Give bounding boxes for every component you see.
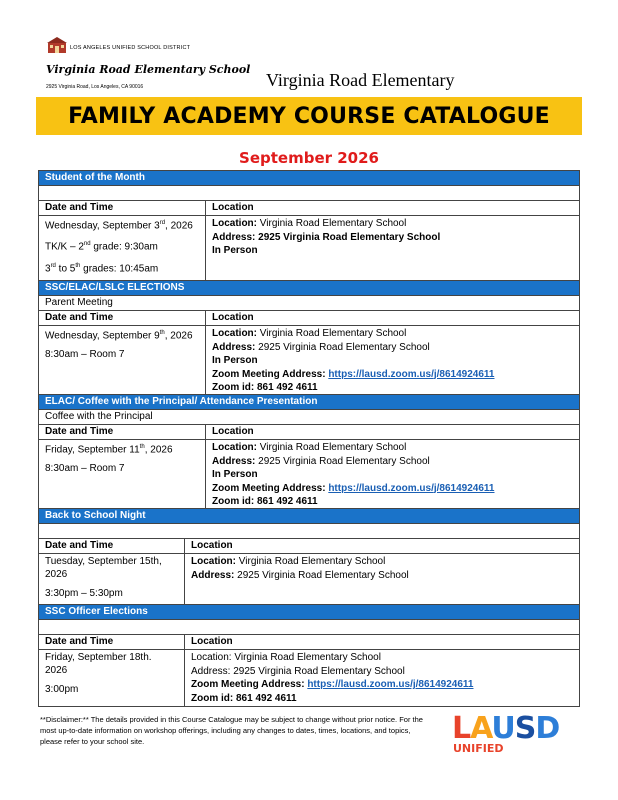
- date-time-header: Date and Time: [39, 425, 206, 439]
- address-label: Address:: [191, 665, 231, 677]
- zoom-id-value: 861 492 4611: [257, 496, 318, 507]
- location-label: Location:: [191, 556, 236, 567]
- address-value: 2925 Virginia Road Elementary School: [258, 455, 430, 467]
- table-header-row: [39, 538, 579, 553]
- logo-letter: L: [452, 711, 471, 746]
- section-subtitle: [39, 185, 579, 200]
- course-table: [38, 170, 580, 707]
- title-banner: [36, 97, 582, 135]
- table-header-row: [39, 424, 579, 439]
- section-header: SSC Officer Elections: [39, 604, 579, 619]
- address-value: 2925 Virginia Road Elementary School: [258, 341, 430, 353]
- date-time-cell: [39, 650, 185, 706]
- address-label: Address:: [212, 341, 256, 353]
- logo-letter: D: [535, 711, 560, 746]
- date-line: Friday, September 18th.: [45, 652, 152, 663]
- in-person-label: In Person: [212, 469, 258, 480]
- zoom-meeting-label: Zoom Meeting Address:: [212, 368, 326, 380]
- address-value: 2925 Virginia Road Elementary School: [237, 569, 409, 581]
- location-cell: [185, 554, 579, 604]
- date-line: 2026: [45, 569, 68, 580]
- date-line: Friday, September 11th, 2026: [45, 444, 173, 456]
- disclaimer-text: **Disclaimer:** The details provided in this Course Catalogue may be subject to change without prior notice. For the most up-to-date information on workshop offerings, including any changes to dates, times, locations, and topics, please refer to your school site.: [40, 715, 423, 746]
- zoom-meeting-label: Zoom Meeting Address:: [212, 482, 326, 494]
- time-line: 3rd to 5th grades: 10:45am: [45, 262, 159, 274]
- table-row: [39, 649, 579, 706]
- table-row: [39, 325, 579, 394]
- district-name: LOS ANGELES UNIFIED SCHOOL DISTRICT: [70, 45, 191, 51]
- date-time-cell: [39, 554, 185, 604]
- section-subtitle: Coffee with the Principal: [39, 409, 579, 424]
- zoom-id-value: 861 492 4611: [257, 382, 318, 393]
- section-header: SSC/ELAC/LSLC ELECTIONS: [39, 280, 579, 295]
- location-label: Location:: [212, 442, 257, 453]
- logo-letter: A: [470, 711, 492, 746]
- table-header-row: [39, 634, 579, 649]
- zoom-id-label: Zoom id:: [191, 692, 234, 704]
- location-label: Location:: [191, 652, 232, 663]
- page-title: FAMILY ACADEMY COURSE CATALOGUE: [68, 103, 550, 129]
- table-header-row: [39, 200, 579, 215]
- time-line: 8:30am – Room 7: [45, 463, 125, 475]
- zoom-meeting-label: Zoom Meeting Address:: [191, 679, 305, 690]
- header-school-name: Virginia Road Elementary: [266, 70, 455, 90]
- time-line: 3:00pm: [45, 684, 79, 695]
- date-time-header: Date and Time: [39, 635, 185, 649]
- time-line: 3:30pm – 5:30pm: [45, 588, 123, 599]
- school-script-name: Virginia Road Elementary School: [46, 63, 251, 76]
- table-row: [39, 439, 579, 508]
- table-row: [39, 553, 579, 604]
- month-heading: September 2026: [239, 149, 379, 167]
- in-person-label: In Person: [212, 245, 258, 256]
- address-label: Address:: [212, 455, 256, 467]
- date-time-cell: [39, 216, 206, 280]
- zoom-link[interactable]: https://lausd.zoom.us/j/8614924611: [328, 482, 495, 494]
- date-line: 2026: [45, 665, 68, 676]
- location-header: Location: [191, 636, 233, 647]
- date-time-header: Date and Time: [39, 311, 206, 325]
- in-person-label: In Person: [212, 355, 258, 366]
- section-header: ELAC/ Coffee with the Principal/ Attendance Presentation: [39, 394, 579, 409]
- table-header-row: [39, 310, 579, 325]
- section-subtitle: Parent Meeting: [39, 295, 579, 310]
- zoom-id-value: 861 492 4611: [236, 692, 297, 704]
- logo-letter: S: [514, 711, 536, 746]
- location-value: Virginia Road Elementary School: [238, 556, 386, 567]
- location-cell: [206, 216, 579, 280]
- logo-letter: U: [491, 711, 515, 746]
- school-address: 2925 Virginia Road, Los Angeles, CA 90016: [46, 84, 144, 90]
- location-label: Location:: [212, 328, 257, 339]
- location-label: Location:: [212, 218, 257, 229]
- location-cell: [206, 440, 579, 508]
- address-value: 2925 Virginia Road Elementary School: [233, 665, 405, 677]
- location-value: Virginia Road Elementary School: [234, 652, 381, 663]
- section-header: Back to School Night: [39, 508, 579, 523]
- location-cell: [206, 326, 579, 394]
- logo-unified-text: UNIFIED: [453, 742, 504, 754]
- date-time-cell: [39, 326, 206, 394]
- date-line: Wednesday, September 9th, 2026: [45, 330, 193, 342]
- location-header: Location: [191, 540, 233, 551]
- time-line: TK/K – 2nd grade: 9:30am: [45, 241, 158, 253]
- section-header: Student of the Month: [39, 171, 579, 185]
- zoom-link[interactable]: https://lausd.zoom.us/j/8614924611: [328, 368, 495, 380]
- section-subtitle: [39, 619, 579, 634]
- date-line: Tuesday, September 15th,: [45, 556, 162, 567]
- date-line: Wednesday, September 3rd, 2026: [45, 220, 193, 232]
- address-value: 2925 Virginia Road Elementary School: [258, 231, 441, 243]
- location-header: Location: [212, 426, 254, 437]
- date-time-cell: [39, 440, 206, 508]
- location-header: Location: [212, 202, 254, 213]
- zoom-id-label: Zoom id:: [212, 382, 255, 393]
- lausd-unified-logo: [450, 708, 580, 754]
- zoom-link[interactable]: https://lausd.zoom.us/j/8614924611: [307, 679, 474, 690]
- location-cell: [185, 650, 579, 706]
- location-header: Location: [212, 312, 254, 323]
- address-label: Address:: [191, 569, 235, 581]
- address-label: Address:: [212, 231, 256, 243]
- date-time-header: Date and Time: [39, 539, 185, 553]
- svg-text:LAUSD: [452, 711, 559, 746]
- time-line: 8:30am – Room 7: [45, 349, 125, 361]
- zoom-id-label: Zoom id:: [212, 496, 255, 507]
- section-subtitle: [39, 523, 579, 538]
- table-row: [39, 215, 579, 280]
- location-value: Virginia Road Elementary School: [259, 218, 407, 229]
- school-district-seal-icon: [46, 35, 68, 55]
- location-value: Virginia Road Elementary School: [259, 442, 407, 453]
- date-time-header: Date and Time: [39, 201, 206, 215]
- location-value: Virginia Road Elementary School: [259, 328, 407, 339]
